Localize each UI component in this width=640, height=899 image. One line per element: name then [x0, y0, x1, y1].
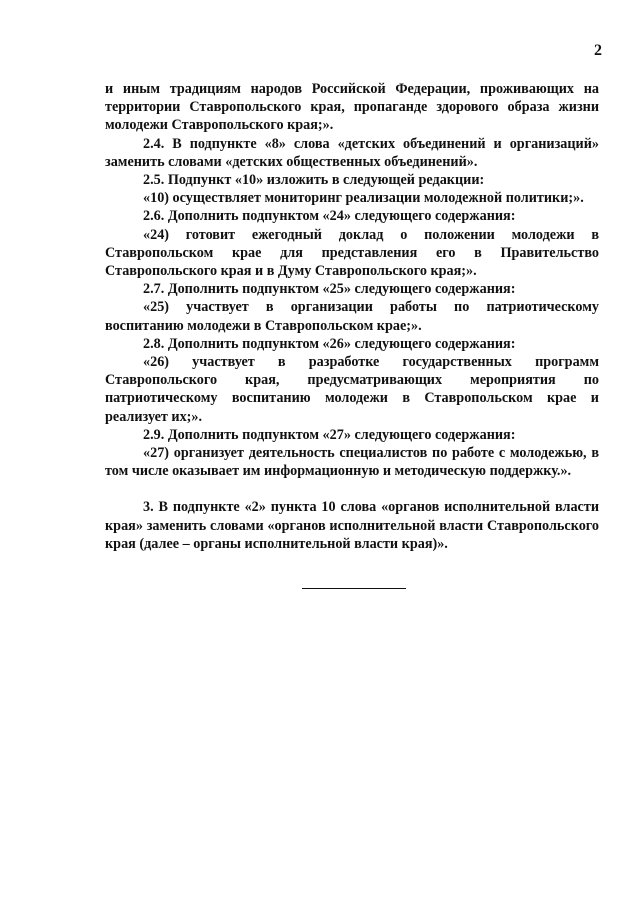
paragraph-continuation: и иным традициям народов Российской Федерации, проживающих на территории Ставропольского края, пропаганде здорового образа жизни молодежи Ставропольского края;».: [105, 81, 599, 134]
paragraph-item-10: «10) осуществляет мониторинг реализации молодежной политики;».: [143, 190, 584, 207]
paragraph-section-3: 3. В подпункте «2» пункта 10 слова «органов исполнительной власти края» заменить словами «органов исполнительной власти Ставропольского края (далее – органы исполнительной власти края)».: [105, 499, 599, 552]
paragraph-item-26: «26) участвует в разработке государственных программ Ставропольского края, предусматривающих мероприятия по патриотическому воспитанию молодежи в Ставропольском крае и реализует их;».: [105, 354, 599, 425]
paragraph-item-25: «25) участвует в организации работы по патриотическому воспитанию молодежи в Ставропольском крае;».: [105, 299, 599, 334]
page-number: 2: [594, 42, 602, 59]
paragraph-2-6: 2.6. Дополнить подпунктом «24» следующего содержания:: [143, 208, 516, 225]
paragraph-2-9: 2.9. Дополнить подпунктом «27» следующего содержания:: [143, 426, 516, 443]
section-gap: [105, 480, 599, 498]
document-body: [105, 80, 599, 553]
paragraph-item-24: «24) готовит ежегодный доклад о положении молодежи в Ставропольском крае для представления его в Правительство Ставропольского края и в Думу Ставропольского края;».: [105, 226, 599, 280]
paragraph-item-27: «27) организует деятельность специалистов по работе с молодежью, в том числе оказывает им информационную и методическую поддержку.».: [105, 445, 599, 480]
closing-separator-line: [302, 588, 406, 589]
paragraph-2-5: 2.5. Подпункт «10» изложить в следующей редакции:: [143, 172, 485, 189]
paragraph-2-4: 2.4. В подпункте «8» слова «детских объединений и организаций» заменить словами «детских общественных объединений».: [105, 135, 599, 170]
paragraph-2-8: 2.8. Дополнить подпунктом «26» следующего содержания:: [143, 335, 516, 352]
paragraph-2-7: 2.7. Дополнить подпунктом «25» следующего содержания:: [143, 281, 516, 298]
